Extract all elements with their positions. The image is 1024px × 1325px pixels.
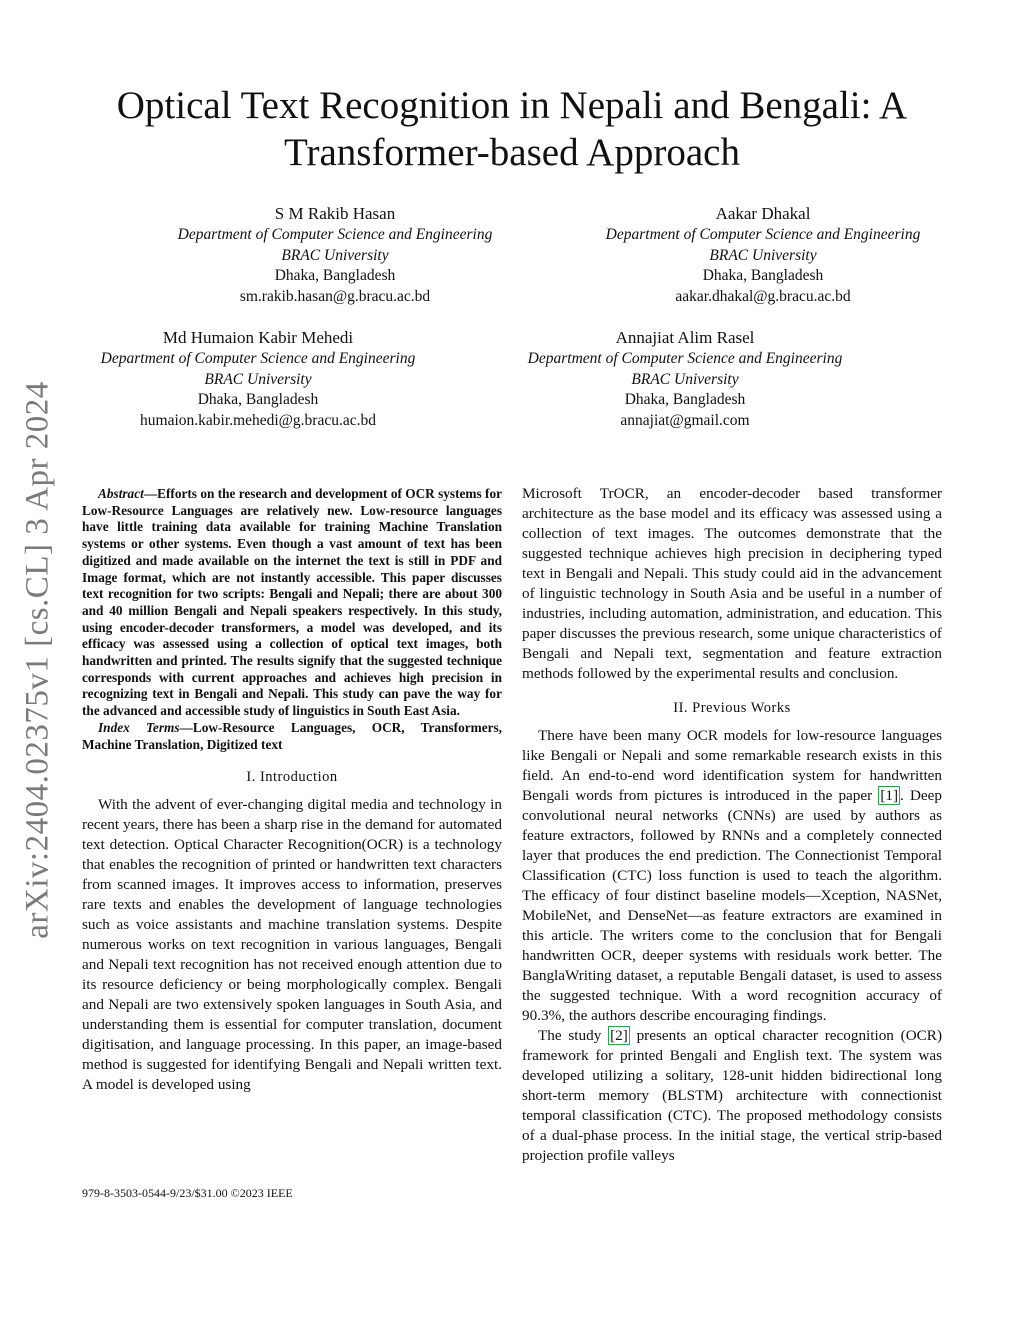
citation-link-1[interactable]: [1]: [880, 787, 899, 804]
introduction-paragraph: With the advent of ever-changing digital media and technology in recent years, there has been a sharp rise in the demand for automated text detection. Optical Character Recognition(OCR) is a technology that enables the recognition of printed or handwritten text characters from scanned images. It improves access to information, preserves rare texts and enables the development of language technologies such as voice assistants and machine translation systems. Despite numerous works on text recognition in various languages, Bengali and Nepali text recognition has not received enough attention due to its resource deficiency or being morphologically complex. Bengali and Nepali are two extensively spoken languages in South Asia, and understanding them is essential for computer translation, document digitisation, and language processing. In this paper, an image-based method is suggested for identifying Bengali and Nepali written text. A model is developed using: [82, 796, 502, 1094]
title-line-2: Transformer-based Approach: [284, 131, 740, 174]
author-name: S M Rakib Hasan: [274, 204, 396, 223]
previous-works-paragraph-2: [522, 1026, 942, 1166]
author-university: BRAC University: [281, 246, 389, 264]
text-segment: The study: [538, 1027, 609, 1044]
text-segment: presents an optical character recognition (OCR) framework for printed Bengali and English text. The system was developed utilizing a solitary, 128-unit hidden bidirectional long short-term memory (BLSTM) architecture with connectionist temporal classification (CTC). The proposed methodology consists of a dual-phase process. In the initial stage, the vertical strip-based projection profile valleys: [522, 1027, 942, 1164]
author-department: Department of Computer Science and Engineering: [100, 350, 416, 367]
copyright-footer: 979-8-3503-0544-9/23/$31.00 ©2023 IEEE: [82, 1186, 293, 1200]
author-name: Annajiat Alim Rasel: [615, 328, 755, 347]
index-terms-label: Index Terms: [98, 719, 180, 735]
author-name: Aakar Dhakal: [715, 204, 811, 223]
previous-works-paragraph-1: [522, 726, 942, 1026]
author-department: Department of Computer Science and Engineering: [605, 226, 921, 243]
author-email: annajiat@gmail.com: [620, 411, 750, 429]
author-city: Dhaka, Bangladesh: [197, 391, 319, 409]
right-column: [522, 484, 942, 1166]
author-email: aakar.dhakal@g.bracu.ac.bd: [675, 287, 851, 305]
author-university: BRAC University: [709, 246, 817, 264]
arxiv-sidebar: [18, 360, 58, 960]
abstract-paragraph: [82, 486, 502, 720]
citation-link-2[interactable]: [2]: [610, 1027, 628, 1044]
section-heading-previous-works: II. Previous Works: [673, 700, 791, 716]
author-block-1: [105, 203, 565, 307]
author-department: Department of Computer Science and Engineering: [177, 226, 493, 243]
arxiv-identifier: arXiv:2404.02375v1 [cs.CL] 3 Apr 2024: [19, 381, 56, 939]
author-email: sm.rakib.hasan@g.bracu.ac.bd: [239, 287, 431, 305]
abstract-label: Abstract: [98, 486, 144, 501]
author-department: Department of Computer Science and Engineering: [527, 350, 843, 367]
author-block-2: [533, 203, 993, 307]
author-email: humaion.kabir.mehedi@g.bracu.ac.bd: [140, 411, 376, 429]
index-terms: [82, 720, 502, 753]
left-column: [82, 486, 502, 1095]
section-heading-introduction: I. Introduction: [246, 769, 338, 786]
author-city: Dhaka, Bangladesh: [624, 391, 746, 409]
text-segment: . Deep convolutional neural networks (CNNs) are used by authors as feature extractors, followed by RNNs and a completely connected layer that produces the end prediction. The Connectionist Temporal Classification (CTC) loss function is used to teach the algorithm. The efficacy of four distinct baseline models—Xception, NASNet, MobileNet, and DenseNet—as feature extractors are examined in this article. The writers come to the conclusion that for Bengali handwritten OCR, deeper systems with residuals work better. The BanglaWriting dataset, a reputable Bengali dataset, is used to assess the suggested technique. With a word recognition accuracy of 90.3%, the authors describe encouraging findings.: [522, 787, 943, 1024]
author-city: Dhaka, Bangladesh: [274, 267, 396, 285]
introduction-continued: Microsoft TrOCR, an encoder-decoder based transformer architecture as the base model and its efficacy was assessed using a collection of text images. The outcomes demonstrate that the suggested technique achieves high precision in deciphering typed text in Bengali and Nepali. This study could aid in the advancement of linguistic technology in South Asia and be useful in a number of industries, including automation, administration, and education. This paper discusses the previous research, some unique characteristics of Bengali and Nepali text, segmentation and feature extraction methods followed by the experimental results and conclusion.: [522, 485, 942, 682]
author-university: BRAC University: [631, 370, 739, 388]
author-name: Md Humaion Kabir Mehedi: [162, 328, 354, 347]
text-segment: There have been many OCR models for low-resource languages like Bengali or Nepali and some remarkable research exists in this field. An end-to-end word identification system for handwritten Bengali words from pictures is introduced in the paper: [522, 727, 942, 804]
author-block-3: [28, 327, 488, 431]
title-line-1: Optical Text Recognition in Nepali and Bengali: A: [116, 84, 908, 127]
author-block-4: [455, 327, 915, 431]
author-university: BRAC University: [204, 370, 312, 388]
paper-title: [60, 82, 964, 176]
abstract: [82, 486, 502, 753]
author-city: Dhaka, Bangladesh: [702, 267, 824, 285]
index-terms-text: —Low-Resource Languages, OCR, Transformers, Machine Translation, Digitized text: [82, 719, 502, 752]
abstract-text: —Efforts on the research and development of OCR systems for Low-Resource Languages are relatively new. Low-resource languages have little training data available for training Machine Translation systems or other systems. Even though a vast amount of text has been digitized and made available on the internet the text is still in PDF and Image format, which are not instantly accessible. This paper discusses text recognition for two scripts: Bengali and Nepali; there are about 300 and 40 million Bengali and Nepali speakers respectively. In this study, using encoder-decoder transformers, a model was developed, and its efficacy was assessed using a collection of optical text images, both handwritten and printed. The results signify that the suggested technique corresponds with current approaches and achieves high precision in recognizing text in Bengali and Nepali. This study can pave the way for the advanced and accessible study of linguistics in South East Asia.: [82, 486, 502, 719]
